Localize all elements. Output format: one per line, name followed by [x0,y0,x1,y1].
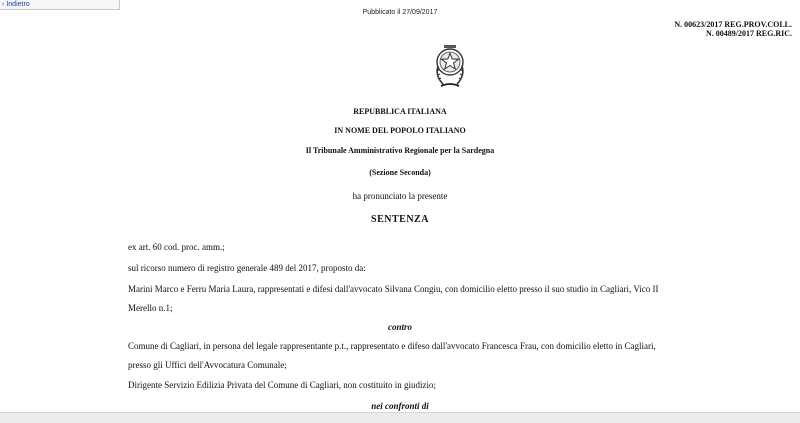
back-link-label: Indietro [6,1,30,8]
horizontal-scrollbar[interactable] [0,412,800,423]
republic-heading: REPUBBLICA ITALIANA [353,107,447,116]
body-line: Comune di Cagliari, in persona del legale rappresentante p.t., rappresentato e difeso dall'avvocato Francesca Frau, con domicilio eletto in Cagliari, [128,341,656,351]
body-line: sul ricorso numero di registro generale 489 del 2017, proposto da: [128,263,366,273]
back-arrow-icon: ‹ [2,1,5,8]
reg-ric-number: N. 00489/2017 REG.RIC. [705,29,792,38]
pronunciato-text: ha pronunciato la presente [352,191,448,201]
contro-heading: contro [387,322,412,332]
tribunal-heading: Il Tribunale Amministrativo Regionale per la Sardegna [305,146,495,155]
in-nome-heading: IN NOME DEL POPOLO ITALIANO [334,126,466,135]
published-date: Pubblicato il 27/09/2017 [362,9,438,16]
body-line: Marini Marco e Ferru Maria Laura, rappresentati e difesi dall'avvocato Silvana Congiu, con domicilio eletto presso il suo studio in Cagliari, Vico II [128,284,659,294]
body-line: Dirigente Servizio Edilizia Privata del Comune di Cagliari, non costituito in giudizio; [128,380,436,390]
italian-emblem-icon [433,42,467,90]
body-line: presso gli Uffici dell'Avvocatura Comunale; [128,360,287,370]
reg-prov-number: N. 00623/2017 REG.PROV.COLL. [674,20,792,29]
body-line: Merello n.1; [128,303,173,313]
nei-confronti-heading: nei confronti di [371,401,429,411]
register-numbers [674,20,792,38]
sentenza-heading: SENTENZA [371,214,429,225]
body-line: ex art. 60 cod. proc. amm.; [128,242,225,252]
section-heading: (Sezione Seconda) [369,168,431,177]
